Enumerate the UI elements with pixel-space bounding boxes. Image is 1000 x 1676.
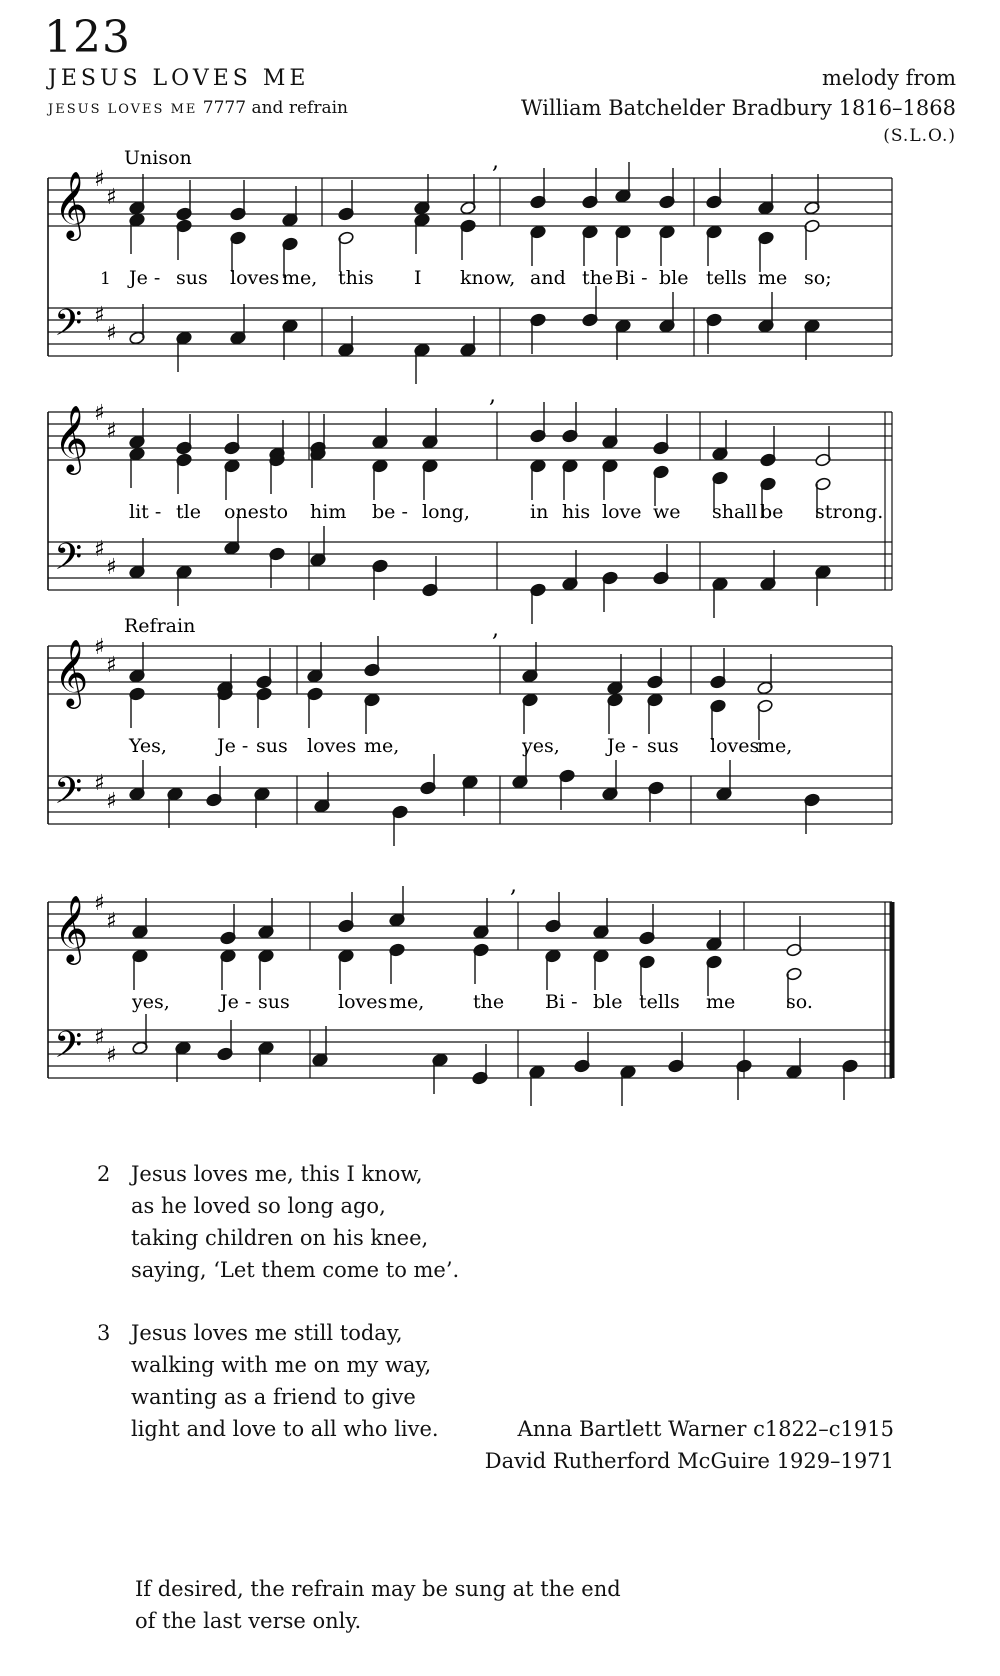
verse-line: saying, ‘Let them come to me’. bbox=[131, 1258, 460, 1282]
author-credit bbox=[485, 1445, 894, 1477]
verse-line: walking with me on my way, bbox=[131, 1353, 432, 1377]
lyric-syllable: yes, bbox=[132, 991, 170, 1013]
footnote-line: of the last verse only. bbox=[135, 1609, 362, 1633]
verse-number: 2 bbox=[97, 1162, 111, 1186]
lyric-syllable: so; bbox=[804, 267, 832, 289]
lyric-syllable: his bbox=[562, 501, 591, 523]
sharp-icon: ♯ bbox=[94, 303, 105, 328]
sharp-icon: ♯ bbox=[106, 321, 117, 346]
treble-clef-icon: 𝄞 bbox=[54, 404, 89, 472]
sharp-icon: ♯ bbox=[94, 401, 105, 426]
bass-clef-icon: 𝄢 bbox=[54, 302, 83, 353]
breath-mark-icon: , bbox=[489, 383, 496, 408]
lyric-syllable: be bbox=[760, 501, 784, 523]
bass-clef-icon: 𝄢 bbox=[54, 1024, 83, 1075]
treble-clef-icon: 𝄞 bbox=[54, 638, 89, 706]
breath-mark-icon: , bbox=[492, 617, 499, 642]
author-name: Anna Bartlett Warner bbox=[517, 1417, 747, 1441]
lyric-syllable: me, bbox=[389, 991, 425, 1013]
lyric-syllable: loves bbox=[230, 267, 280, 289]
tune-info bbox=[48, 98, 348, 118]
sharp-icon: ♯ bbox=[94, 537, 105, 562]
lyric-syllable: be - bbox=[372, 501, 408, 523]
verse-line: wanting as a friend to give bbox=[131, 1385, 416, 1409]
lyric-syllable: Bi - bbox=[615, 267, 648, 289]
lyric-syllable: tells bbox=[706, 267, 747, 289]
composer-name: William Batchelder Bradbury bbox=[521, 96, 832, 120]
lyric-syllable: loves bbox=[307, 735, 357, 757]
lyric-syllable: me, bbox=[364, 735, 400, 757]
verse-number: 3 bbox=[97, 1321, 111, 1345]
lyric-syllable: tle bbox=[176, 501, 201, 523]
lyric-syllable: long, bbox=[422, 501, 470, 523]
lyric-syllable: strong. bbox=[815, 501, 884, 523]
lyric-syllable: me bbox=[706, 991, 736, 1013]
sharp-icon: ♯ bbox=[94, 1025, 105, 1050]
lyric-syllable: Je - bbox=[220, 991, 252, 1013]
lyric-syllable: Bi - bbox=[545, 991, 578, 1013]
lyric-syllable: shall bbox=[712, 501, 758, 523]
verse-line: as he loved so long ago, bbox=[131, 1194, 386, 1218]
treble-clef-icon: 𝄞 bbox=[54, 894, 89, 962]
lyric-syllable: sus bbox=[647, 735, 679, 757]
direction-text: Unison bbox=[124, 150, 192, 169]
lyric-syllable: me bbox=[758, 267, 788, 289]
verse-line: Jesus loves me still today, bbox=[131, 1321, 403, 1345]
direction-text: Refrain bbox=[124, 615, 196, 637]
lyric-syllable: sus bbox=[258, 991, 290, 1013]
author-dates: c1822–c1915 bbox=[753, 1417, 894, 1441]
lyric-syllable: Je - bbox=[217, 735, 249, 757]
lyric-syllable: me, bbox=[757, 735, 793, 757]
arranger-credit: (S.L.O.) bbox=[883, 126, 956, 146]
composer-dates: 1816–1868 bbox=[838, 96, 956, 120]
lyric-syllable: tells bbox=[639, 991, 680, 1013]
sharp-icon: ♯ bbox=[94, 771, 105, 796]
lyric-syllable: this bbox=[338, 267, 374, 289]
breath-mark-icon: , bbox=[510, 873, 517, 898]
composer-credit bbox=[521, 96, 956, 120]
lyric-syllable: ble bbox=[593, 991, 623, 1013]
lyric-syllable: Je - bbox=[607, 735, 639, 757]
meter: 7777 and refrain bbox=[202, 98, 348, 118]
sharp-icon: ♯ bbox=[106, 909, 117, 934]
lyric-syllable: and bbox=[530, 267, 566, 289]
lyric-syllable: the bbox=[473, 991, 505, 1013]
lyric-syllable: me, bbox=[282, 267, 318, 289]
hymn-title: JESUS LOVES ME bbox=[48, 66, 310, 91]
lyric-syllable: to bbox=[269, 501, 289, 523]
tune-name: JESUS LOVES ME bbox=[48, 102, 198, 117]
verse-2 bbox=[97, 1158, 459, 1286]
lyric-syllable: we bbox=[653, 501, 681, 523]
hymn-number: 123 bbox=[44, 12, 131, 63]
lyric-syllable: lit - bbox=[129, 501, 162, 523]
lyric-syllable: I bbox=[414, 267, 422, 289]
lyric-syllable: ones bbox=[224, 501, 269, 523]
melody-from-label: melody from bbox=[821, 66, 956, 90]
lyric-syllable: love bbox=[602, 501, 642, 523]
sharp-icon: ♯ bbox=[106, 653, 117, 678]
verse-line: Jesus loves me, this I know, bbox=[131, 1162, 423, 1186]
lyric-syllable: in bbox=[530, 501, 549, 523]
breath-mark-icon: , bbox=[492, 150, 499, 174]
sharp-icon: ♯ bbox=[106, 789, 117, 814]
sharp-icon: ♯ bbox=[94, 167, 105, 192]
sharp-icon: ♯ bbox=[106, 1043, 117, 1068]
lyric-syllable: loves bbox=[338, 991, 388, 1013]
music-score bbox=[0, 150, 1000, 1130]
sharp-icon: ♯ bbox=[106, 185, 117, 210]
lyric-syllable: so. bbox=[786, 991, 813, 1013]
bass-clef-icon: 𝄢 bbox=[54, 770, 83, 821]
footnote-line: If desired, the refrain may be sung at the end bbox=[135, 1577, 621, 1601]
lyric-syllable: Yes, bbox=[129, 735, 167, 757]
verse-number: 1 bbox=[100, 269, 111, 289]
author-name: David Rutherford McGuire bbox=[484, 1449, 770, 1473]
lyric-syllable: loves bbox=[710, 735, 760, 757]
lyric-syllable: know, bbox=[460, 267, 516, 289]
sharp-icon: ♯ bbox=[94, 891, 105, 916]
lyric-syllable: the bbox=[582, 267, 614, 289]
sharp-icon: ♯ bbox=[106, 555, 117, 580]
lyric-syllable: ble bbox=[659, 267, 689, 289]
verse-line: taking children on his knee, bbox=[131, 1226, 429, 1250]
footnote bbox=[135, 1573, 621, 1637]
lyric-syllable: sus bbox=[256, 735, 288, 757]
text-authors bbox=[485, 1413, 894, 1477]
bass-clef-icon: 𝄢 bbox=[54, 536, 83, 587]
sharp-icon: ♯ bbox=[94, 635, 105, 660]
author-dates: 1929–1971 bbox=[776, 1449, 894, 1473]
lyric-syllable: Je - bbox=[129, 267, 161, 289]
verse-line: light and love to all who live. bbox=[131, 1417, 439, 1441]
sharp-icon: ♯ bbox=[106, 419, 117, 444]
author-credit bbox=[485, 1413, 894, 1445]
lyric-syllable: him bbox=[310, 501, 347, 523]
treble-clef-icon: 𝄞 bbox=[54, 170, 89, 238]
lyric-syllable: yes, bbox=[522, 735, 560, 757]
lyric-syllable: sus bbox=[176, 267, 208, 289]
verse-3 bbox=[97, 1317, 439, 1445]
